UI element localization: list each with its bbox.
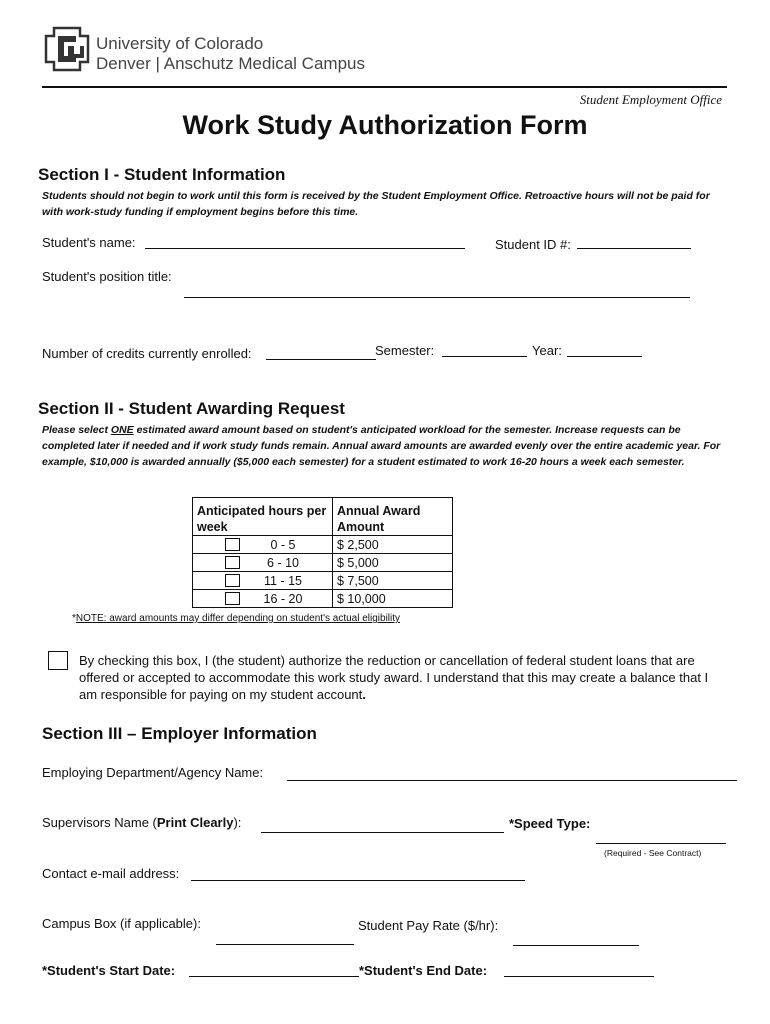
- campus-box-field[interactable]: [216, 944, 354, 945]
- pay-rate-field[interactable]: [513, 945, 639, 946]
- section2-note: Please select ONE estimated award amount based on student's anticipated workload for the semester. Increase requests can be completed later if needed and if work study funds remain. Annual award amounts are awarded evenly over the entire academic year. For example, $10,000 is awarded annually ($5,000 each semester) for a student estimated to work 16-20 hours a week each semester.: [42, 424, 721, 468]
- section1-note: Students should not begin to work until this form is received by the Student Employment Office. Retroactive hours will not be paid for with work-study funding if employment begins before this time.: [42, 190, 710, 218]
- table-row: 16 - 20 $ 10,000: [193, 590, 453, 608]
- end-date-field[interactable]: [504, 976, 654, 977]
- office-name: Student Employment Office: [579, 92, 722, 107]
- header-divider: [42, 86, 727, 88]
- department-field[interactable]: [287, 780, 737, 781]
- table-row: 6 - 10 $ 5,000: [193, 554, 453, 572]
- speed-type-field[interactable]: [596, 843, 726, 844]
- department-label: Employing Department/Agency Name:: [42, 765, 264, 780]
- student-id-label: Student ID #:: [495, 237, 571, 252]
- email-label: Contact e-mail address:: [42, 866, 180, 881]
- cu-logo-icon: [44, 26, 90, 72]
- consent-text: By checking this box, I (the student) authorize the reduction or cancellation of federal student loans that are offered or accepted to accommodate this work study award. I understand that this may create a balance that I am responsible for paying on my student account.: [79, 653, 709, 702]
- section3-heading: Section III – Employer Information: [42, 724, 317, 743]
- form-title: Work Study Authorization Form: [182, 110, 588, 140]
- university-name-line2: Denver | Anschutz Medical Campus: [96, 54, 365, 73]
- speed-type-note: (Required - See Contract): [604, 848, 702, 858]
- table-row: 0 - 5 $ 2,500: [193, 536, 453, 554]
- student-name-label: Student's name:: [42, 235, 136, 250]
- award-checkbox[interactable]: [225, 556, 240, 569]
- credits-label: Number of credits currently enrolled:: [42, 346, 252, 361]
- semester-label: Semester:: [375, 343, 435, 358]
- semester-field[interactable]: [442, 356, 527, 357]
- section2-heading: Section II - Student Awarding Request: [38, 399, 345, 418]
- start-date-field[interactable]: [189, 976, 359, 977]
- end-date-label: *Student's End Date:: [359, 963, 488, 978]
- awards-table-header: [193, 498, 453, 536]
- position-title-field[interactable]: [184, 297, 690, 298]
- campus-box-label: Campus Box (if applicable):: [42, 916, 201, 931]
- award-checkbox[interactable]: [225, 592, 240, 605]
- supervisor-field[interactable]: [261, 832, 504, 833]
- speed-type-label: *Speed Type:: [509, 816, 591, 831]
- year-label: Year:: [532, 343, 562, 358]
- credits-field[interactable]: [266, 359, 376, 360]
- student-name-field[interactable]: [145, 248, 465, 249]
- award-checkbox[interactable]: [225, 574, 240, 587]
- amount-column-header: Annual Award Amount: [333, 498, 453, 536]
- table-note: *NOTE: award amounts may differ depending on student's actual eligibility: [72, 613, 401, 624]
- section1-heading: Section I - Student Information: [38, 165, 286, 184]
- supervisor-label: Supervisors Name (Print Clearly):: [42, 815, 242, 830]
- start-date-label: *Student's Start Date:: [42, 963, 176, 978]
- year-field[interactable]: [567, 356, 642, 357]
- award-checkbox[interactable]: [225, 538, 240, 551]
- section2-note-emphasis: ONE: [110, 424, 134, 436]
- university-name-line1: University of Colorado: [96, 34, 264, 53]
- consent-checkbox[interactable]: [48, 651, 68, 670]
- hours-column-header: Anticipated hours per week: [193, 498, 333, 536]
- awards-table: [192, 497, 453, 608]
- table-row: 11 - 15 $ 7,500: [193, 572, 453, 590]
- position-title-label: Student's position title:: [42, 269, 172, 284]
- email-field[interactable]: [191, 880, 525, 881]
- pay-rate-label: Student Pay Rate ($/hr):: [358, 918, 499, 933]
- student-id-field[interactable]: [577, 248, 691, 249]
